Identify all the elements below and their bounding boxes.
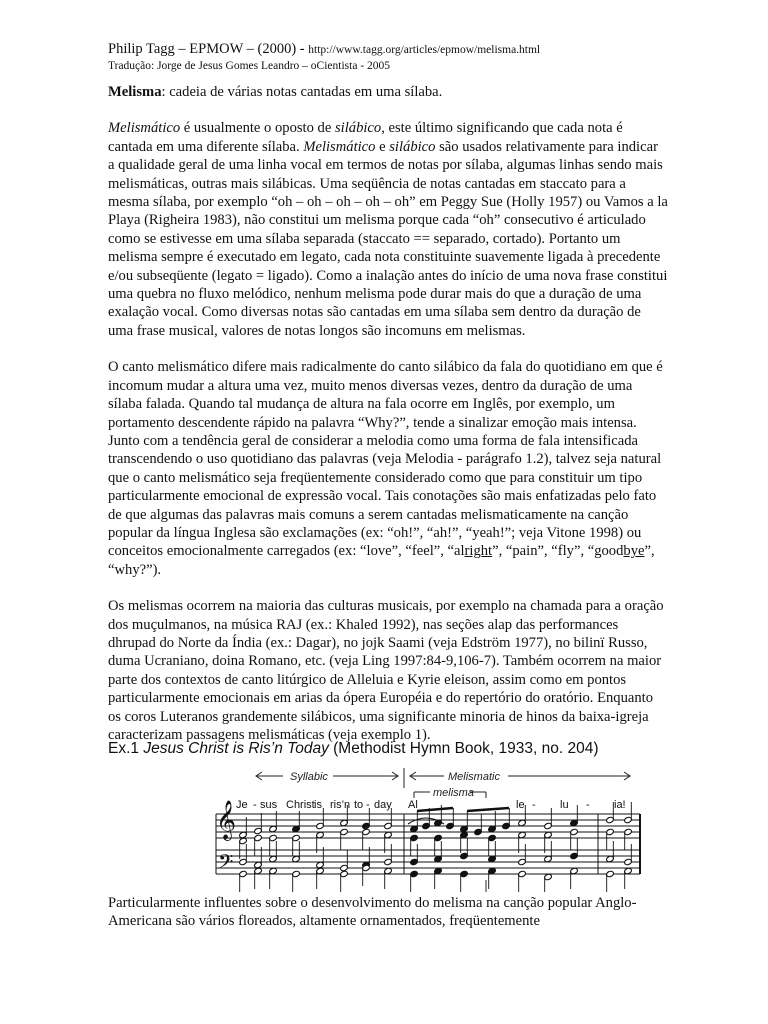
melisma-bracket: [414, 787, 486, 799]
paragraph-3: [108, 432, 668, 579]
text-span: ”, “why?”).: [108, 543, 655, 578]
lyric-syllable: sus: [260, 799, 278, 811]
lyric-syllable: day: [374, 799, 392, 811]
term-melismatico: Melismático: [303, 138, 376, 155]
header-url: http://www.tagg.org/articles/epmow/melisma.html: [308, 44, 541, 56]
lyric-syllable: -: [366, 799, 370, 811]
text-span: Junto com a tendência geral de considerar a melodia como uma forma de fala intensificada transcendendo o uso quotidiano das palavras (veja Melodia - parágrafo 1.2), talvez seja natural que o canto melismático seja freqüentemente considerado como que para constituir um tipo particularmente emocional de expressão vocal. Tais conotações são mais enfatizadas pelo fato de que algumas das palavras mais comuns a serem cantadas melismaticamente na canção popular da língua Inglesa são exclamações (ex: “oh!”, “ah!”, “yeah!”; veja Vitone 1998) ou conceitos emocionalmente carregados (ex: “love”, “feel”, “al: [108, 432, 662, 560]
term-melismatico: Melismático: [108, 120, 181, 137]
lyric-syllable: Christ: [286, 799, 315, 811]
example-source: (Methodist Hymn Book, 1933, no. 204): [328, 740, 599, 757]
text-span: é usualmente o oposto de: [180, 120, 335, 137]
term-silabico: silábico: [389, 138, 436, 155]
paragraph-1: [108, 119, 668, 340]
lyric-syllable: to: [354, 799, 364, 811]
notes: [239, 802, 633, 892]
term-silabico: silábico: [334, 120, 382, 137]
lyric-syllable: -: [253, 799, 257, 811]
melisma-label: melisma: [433, 787, 474, 799]
lyric-syllable: -: [586, 799, 590, 811]
lyric-syllable: Al: [408, 799, 418, 811]
melismatic-bracket: [410, 771, 630, 783]
syllabic-label: Syllabic: [290, 771, 328, 783]
lyric-syllable: -: [532, 799, 536, 811]
underlined-text: bye: [623, 543, 645, 560]
syllabic-bracket: [256, 771, 398, 783]
bass-clef-icon: 𝄢: [218, 851, 234, 878]
header-author: Philip Tagg – EPMOW – (2000) -: [108, 41, 309, 57]
paragraph-2: O canto melismático difere mais radicalmente do canto silábico da fala do quotidiano em que é incomum mudar a altura uma vez, muito menos diversas vezes, dentro da duração de uma sílaba falada. Quando tal mudança de altura na fala ocorre em Inglês, por exemplo, um portamento descendente rápido na palavra “Why?”, tende a sinalizar emoção mais intensa.: [108, 359, 663, 431]
paragraph-4: Os melismas ocorrem na maioria das culturas musicais, por exemplo na chamada para a oração dos muçulmanos, na música RAJ (ex.: Khaled 1992), nas seções alap das performances dhrupad do Norte da Índia (ex.: Dagar), no jojk Saami (veja Edström 1977), no bilinï Russo, duma Ucraniano, doina Romano, etc. (veja Ling 1997:84-9,106-7). Também ocorrem na maior parte dos contextos de canto litúrgico de Alleluia e Kyrie eleison, assim como em pontos particularmente emocionais em arias da ópera Européia e do repertório do oratório. Enquanto os coros Luteranos grandemente silábicos, uma significante minoria de hinos da baixa-igreja caracterizam passagens melismáticas (veja exemplo 1).: [108, 598, 664, 743]
lyric-syllable: ris’n: [330, 799, 351, 811]
treble-clef-icon: 𝄞: [216, 801, 237, 839]
lyric-syllable: lu: [560, 799, 569, 811]
music-score: [108, 740, 648, 892]
melismatic-label: Melismatic: [448, 771, 500, 783]
example-title: Jesus Christ is Ris’n Today: [143, 740, 329, 757]
beam: [467, 808, 509, 811]
lyric-syllable: Je: [236, 799, 248, 811]
lyric-syllable: ia!: [614, 799, 626, 811]
lyric-syllable: le: [516, 799, 525, 811]
music-example-figure: [108, 740, 648, 892]
example-label: Ex.1: [108, 740, 144, 757]
lyric-syllable: is: [314, 799, 322, 811]
paragraph-5: Particularmente influentes sobre o desenvolvimento do melisma na canção popular Anglo-Americana são vários floreados, altamente ornamentados, freqüentemente: [108, 895, 637, 930]
header-translation: Tradução: Jorge de Jesus Gomes Leandro – oCientista - 2005: [108, 60, 391, 72]
text-span: , este último significando que cada nota é cantada em uma diferente sílaba.: [108, 120, 623, 155]
text-span: ”, “pain”, “fly”, “good: [492, 543, 624, 560]
document-page: [108, 40, 668, 744]
text-span: e: [375, 138, 390, 155]
closing-paragraph-container: [108, 894, 668, 931]
definition-text: : cadeia de várias notas cantadas em uma sílaba.: [161, 84, 443, 100]
definition-term: Melisma: [108, 84, 162, 100]
definition-paragraph: [108, 83, 668, 101]
page-header: [108, 40, 668, 59]
text-span: são usados relativamente para indicar a qualidade geral de uma linha vocal em termos de notas por sílaba, algumas linhas sendo mais melismáticas, outras mais silábicas. Uma seqüência de notas cantadas em staccato para a mesma sílaba, por exemplo “oh – oh – oh – oh – oh” em Peggy Sue (Holly 1957) ou Vamos a la Playa (Righeira 1983), não constitui um melisma porque cada “oh” consecutivo é articulado como se estivesse em uma sílaba separada (staccato == separado, cortado). Portanto um melisma sempre é executado em legato, cada nota constituinte suavemente ligada à precedente e/ou subseqüente (legato = ligado). Como a inalação antes do início de uma nova frase constitui uma quebra no fluxo melódico, nenhum melisma pode durar mais do que a duração de uma exalação vocal. Como diversas notas são cantadas em uma sílaba sem dentro da duração de uma frase musical, valores de notas longos são incomuns em melismas.: [108, 138, 668, 339]
beam: [417, 808, 453, 811]
underlined-text: right: [464, 543, 493, 560]
